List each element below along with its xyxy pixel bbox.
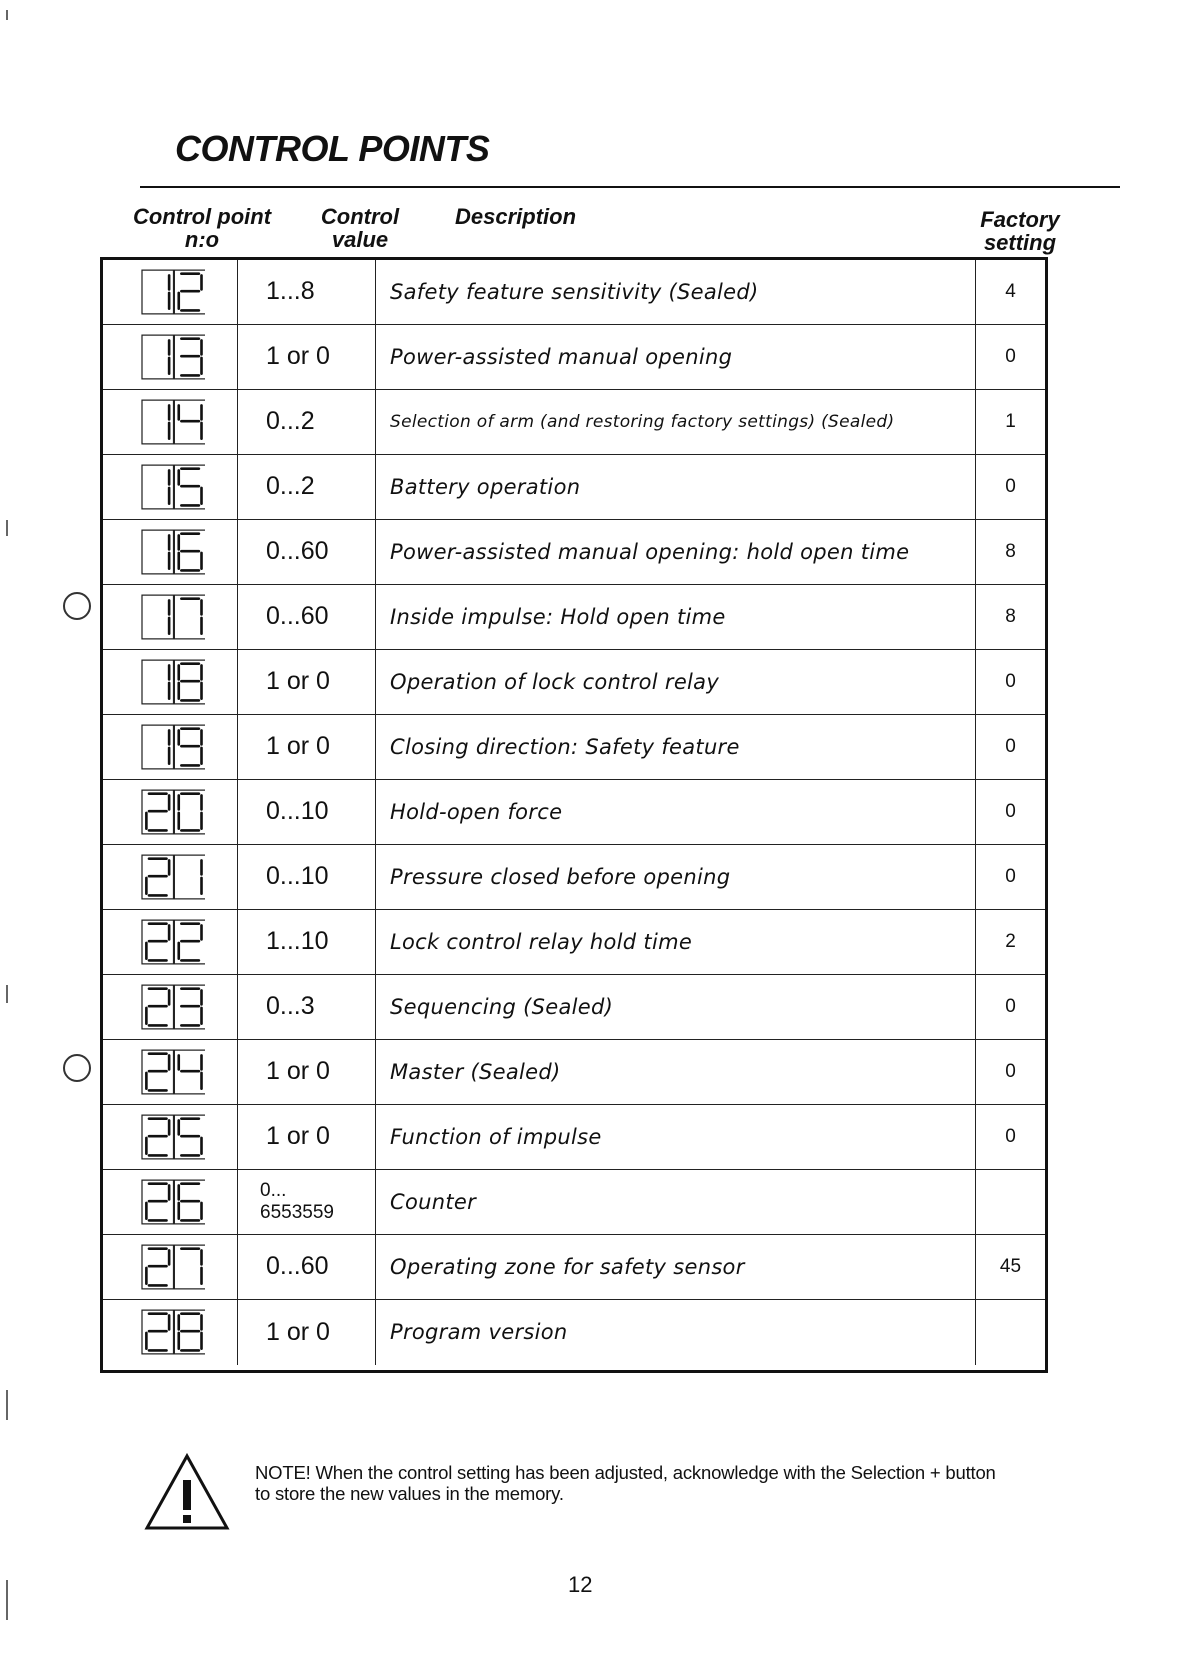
seven-segment-display-icon [135,1111,205,1163]
control-value: 0...2 [238,390,376,454]
factory-setting: 0 [1005,1125,1016,1147]
factory-setting: 4 [1005,280,1016,302]
header-factory-setting: Factory setting [980,207,1060,255]
header-description: Description [455,204,577,229]
factory-setting: 8 [1005,540,1016,562]
punch-hole [63,1054,91,1082]
control-description: Inside impulse: Hold open time [376,585,976,649]
factory-setting: 0 [1005,1060,1016,1082]
margin-mark [6,1580,8,1620]
control-value: 0...10 [238,845,376,909]
table-row [103,585,1045,650]
control-value: 1 or 0 [238,1040,376,1104]
factory-setting: 0 [1005,670,1016,692]
control-value: 1 or 0 [238,325,376,389]
control-description: Operation of lock control relay [376,650,976,714]
control-description: Safety feature sensitivity (Sealed) [376,260,976,324]
seven-segment-display-icon [135,916,205,968]
seven-segment-display-icon [135,1176,205,1228]
seven-segment-display-icon [135,591,205,643]
control-description: Selection of arm (and restoring factory settings) (Sealed) [376,390,976,454]
margin-mark [6,1390,8,1420]
seven-segment-display-icon [135,786,205,838]
control-value: 1 or 0 [238,650,376,714]
table-row [103,1105,1045,1170]
factory-setting [976,1300,1045,1365]
margin-mark [6,520,8,536]
table-row [103,975,1045,1040]
control-value: 0... 6553559 [238,1170,376,1234]
seven-segment-display-icon [135,656,205,708]
control-value: 1 or 0 [238,1105,376,1169]
table-row [103,260,1045,325]
control-description: Hold-open force [376,780,976,844]
control-description: Closing direction: Safety feature [376,715,976,779]
table-row [103,1040,1045,1105]
control-description: Operating zone for safety sensor [376,1235,976,1299]
control-point-number [103,260,238,324]
control-description: Pressure closed before opening [376,845,976,909]
control-point-number [103,1105,238,1169]
control-description: Lock control relay hold time [376,910,976,974]
seven-segment-display-icon [135,1046,205,1098]
factory-setting: 8 [1005,605,1016,627]
seven-segment-display-icon [135,721,205,773]
control-description: Program version [376,1300,976,1365]
control-description: Sequencing (Sealed) [376,975,976,1039]
seven-segment-display-icon [135,266,205,318]
table-row [103,520,1045,585]
seven-segment-display-icon [135,851,205,903]
margin-mark [6,985,8,1003]
table-row [103,1170,1045,1235]
factory-setting: 45 [999,1255,1022,1277]
control-point-number [103,975,238,1039]
header-control-point: Control point n:o [132,204,272,252]
control-point-number [103,1300,238,1365]
control-point-number [103,1170,238,1234]
factory-setting [976,1170,1045,1234]
table-row [103,715,1045,780]
control-description: Counter [376,1170,976,1234]
seven-segment-display-icon [135,1306,205,1358]
control-value: 1...8 [238,260,376,324]
warning-triangle-icon [143,1452,231,1532]
factory-setting: 0 [1005,345,1016,367]
control-value: 1 or 0 [238,715,376,779]
control-value: 0...3 [238,975,376,1039]
control-point-number [103,715,238,779]
control-description: Master (Sealed) [376,1040,976,1104]
punch-hole [63,592,91,620]
seven-segment-display-icon [135,981,205,1033]
note-text: NOTE! When the control setting has been adjusted, acknowledge with the Selection + button to store the new values in the memory. [255,1462,996,1504]
table-row [103,910,1045,975]
control-value: 0...60 [238,1235,376,1299]
table-row [103,650,1045,715]
control-point-number [103,455,238,519]
seven-segment-display-icon [135,1241,205,1293]
page-number: 12 [568,1572,593,1597]
table-row [103,845,1045,910]
factory-setting: 0 [1005,735,1016,757]
table-row [103,780,1045,845]
control-point-number [103,1235,238,1299]
control-point-number [103,910,238,974]
seven-segment-display-icon [135,461,205,513]
factory-setting: 0 [1005,475,1016,497]
control-description: Function of impulse [376,1105,976,1169]
control-point-number [103,390,238,454]
control-point-number [103,325,238,389]
table-row [103,1300,1045,1365]
control-points-table [100,257,1048,1373]
control-value: 0...2 [238,455,376,519]
control-point-number [103,1040,238,1104]
control-value: 1...10 [238,910,376,974]
table-row [103,325,1045,390]
factory-setting: 0 [1005,865,1016,887]
factory-setting: 0 [1005,995,1016,1017]
control-description: Power-assisted manual opening [376,325,976,389]
control-point-number [103,650,238,714]
table-row [103,1235,1045,1300]
control-value: 1 or 0 [238,1300,376,1365]
factory-setting: 1 [1005,410,1016,432]
factory-setting: 2 [1005,930,1016,952]
table-row [103,390,1045,455]
seven-segment-display-icon [135,526,205,578]
seven-segment-display-icon [135,331,205,383]
control-point-number [103,520,238,584]
control-description: Power-assisted manual opening: hold open time [376,520,976,584]
title-rule [140,186,1120,188]
control-point-number [103,845,238,909]
table-row [103,455,1045,520]
margin-mark [6,10,8,20]
page-title: CONTROL POINTS [175,128,490,169]
control-value: 0...10 [238,780,376,844]
control-point-number [103,780,238,844]
header-control-value: Control value [320,204,400,252]
seven-segment-display-icon [135,396,205,448]
control-value: 0...60 [238,585,376,649]
control-point-number [103,585,238,649]
control-value: 0...60 [238,520,376,584]
factory-setting: 0 [1005,800,1016,822]
control-description: Battery operation [376,455,976,519]
